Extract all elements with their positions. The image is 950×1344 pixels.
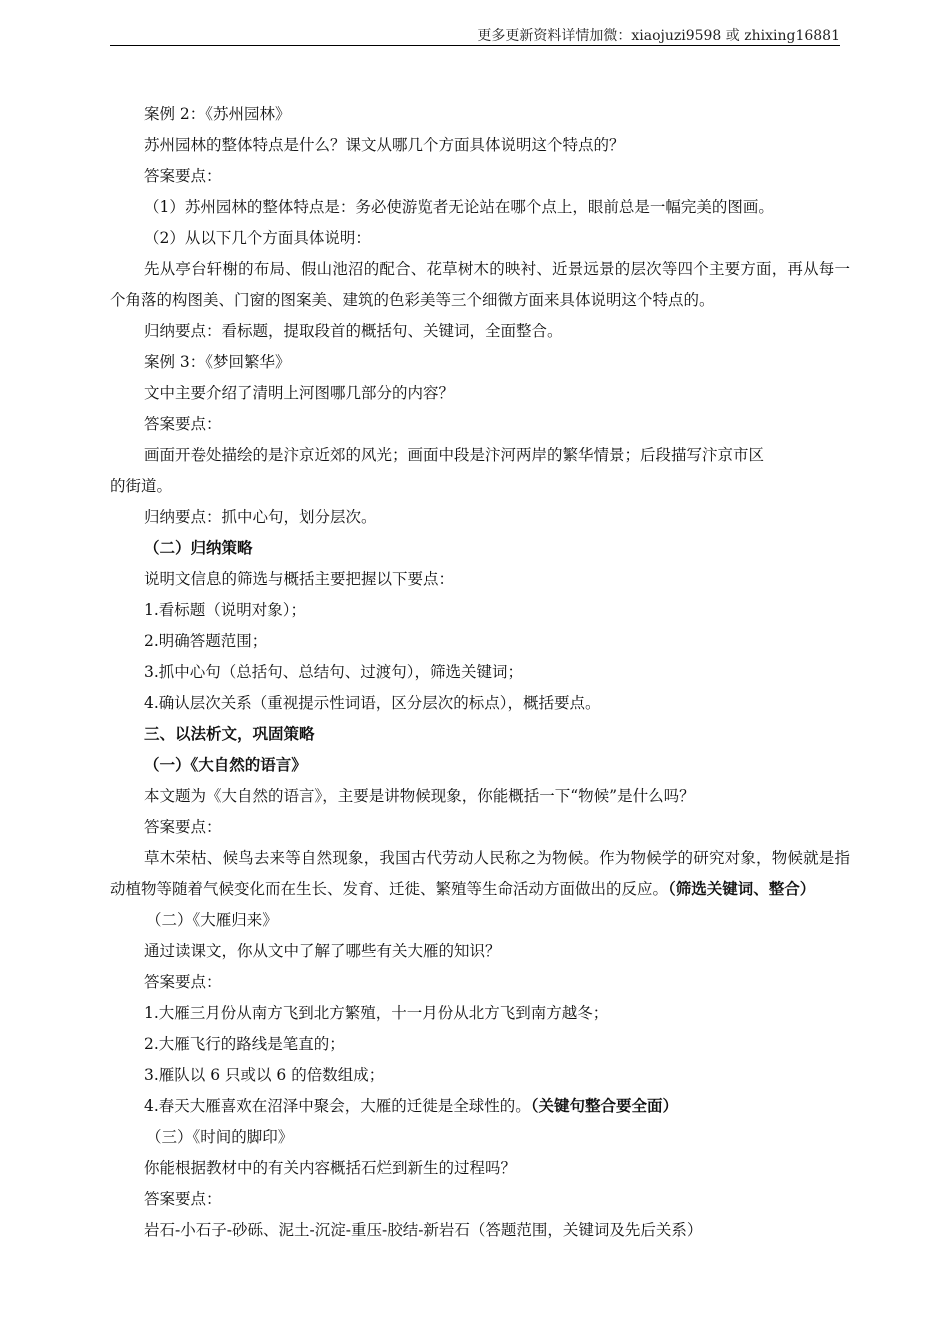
article3-paragraph: 岩石-小石子-砂砾、泥土-沉淀-重压-胶结-新岩石（答题范围，关键词及先后关系） — [144, 1221, 703, 1239]
section2-item-4: 4.确认层次关系（重视提示性词语，区分层次的标点），概括要点。 — [144, 694, 601, 712]
section2-intro: 说明文信息的筛选与概括主要把握以下要点： — [144, 570, 455, 588]
section2-item-2: 2.明确答题范围； — [144, 632, 268, 650]
case2-title: 案例 2：《苏州园林》 — [144, 105, 291, 123]
article2-item-4-text: 4.春天大雁喜欢在沼泽中聚会，大雁的迁徙是全球性的。 — [144, 1097, 531, 1115]
case2-point-2: （2）从以下几个方面具体说明： — [144, 229, 371, 247]
article2-question: 通过读课文，你从文中了解了哪些有关大雁的知识？ — [144, 942, 501, 960]
case2-answer-label: 答案要点： — [144, 167, 222, 185]
case3-title: 案例 3：《梦回繁华》 — [144, 353, 291, 371]
document-body — [110, 99, 850, 1246]
section2-item-3: 3.抓中心句（总括句、总结句、过渡句），筛选关键词； — [144, 663, 524, 681]
section2-item-1: 1.看标题（说明对象）； — [144, 601, 307, 619]
section3-heading: 三、以法析文，巩固策略 — [144, 725, 315, 743]
header-divider — [110, 45, 840, 46]
article3-answer-label: 答案要点： — [144, 1190, 222, 1208]
article3-title: （三）《时间的脚印》 — [146, 1128, 294, 1146]
article1-paragraph-text: 草木荣枯、候鸟去来等自然现象，我国古代劳动人民称之为物候。作为物候学的研究对象，物候就是指动植物等随着气候变化而在生长、发育、迁徙、繁殖等生命活动方面做出的反应。 — [110, 849, 850, 898]
case2-point-1: （1）苏州园林的整体特点是：务必使游览者无论站在哪个点上，眼前总是一幅完美的图画。 — [144, 198, 774, 216]
article2-answer-label: 答案要点： — [144, 973, 222, 991]
article1-note: （筛选关键词、整合） — [668, 880, 816, 898]
article3-question: 你能根据教材中的有关内容概括石烂到新生的过程吗？ — [144, 1159, 517, 1177]
section2-heading: （二）归纳策略 — [144, 539, 253, 557]
article2-item-2: 2.大雁飞行的路线是笔直的； — [144, 1035, 345, 1053]
article1-answer-label: 答案要点： — [144, 818, 222, 836]
case3-answer-label: 答案要点： — [144, 415, 222, 433]
case2-question: 苏州园林的整体特点是什么？课文从哪几个方面具体说明这个特点的？ — [144, 136, 625, 154]
case3-summary: 归纳要点：抓中心句，划分层次。 — [144, 508, 377, 526]
article2-note: （关键句整合要全面） — [530, 1097, 679, 1115]
article2-item-3: 3.雁队以 6 只或以 6 的倍数组成； — [144, 1066, 385, 1084]
article2-item-4 — [110, 1091, 850, 1122]
article1-title: （一）《大自然的语言》 — [144, 756, 307, 774]
article2-title: （二）《大雁归来》 — [146, 911, 278, 929]
article2-item-1: 1.大雁三月份从南方飞到北方繁殖，十一月份从北方飞到南方越冬； — [144, 1004, 609, 1022]
case3-paragraph: 画面开卷处描绘的是汴京近郊的风光；画面中段是汴河两岸的繁华情景；后段描写汴京市区 — [144, 446, 765, 464]
case2-summary: 归纳要点：看标题，提取段首的概括句、关键词，全面整合。 — [144, 322, 563, 340]
case2-paragraph: 先从亭台轩榭的布局、假山池沼的配合、花草树木的映衬、近景远景的层次等四个主要方面，再从每一个角落的构图美、门窗的图案美、建筑的色彩美等三个细微方面来具体说明这个特点的。 — [110, 260, 850, 309]
case3-paragraph-cont: 的街道。 — [110, 477, 173, 495]
page-header: 更多更新资料详情加微：xiaojuzi9598 或 zhixing16881 — [477, 28, 840, 44]
article1-question: 本文题为《大自然的语言》，主要是讲物候现象，你能概括一下“物候”是什么吗？ — [144, 787, 695, 805]
case3-question: 文中主要介绍了清明上河图哪几部分的内容？ — [144, 384, 455, 402]
article1-paragraph — [110, 843, 850, 905]
